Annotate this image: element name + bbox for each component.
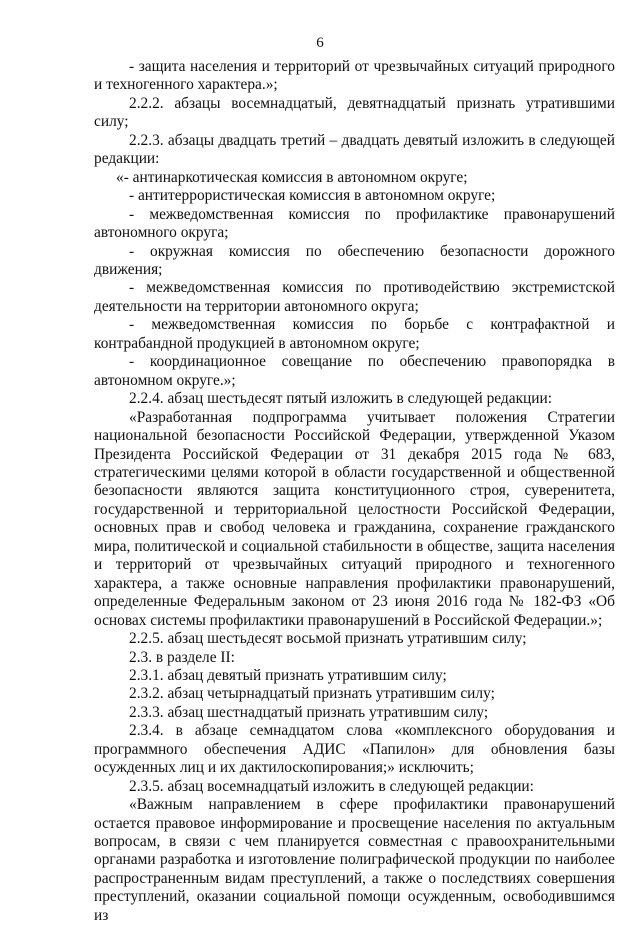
list-item-counterfeit: - межведомственная комиссия по борьбе с контрафактной и контрабандной продукцией в автономном округе; — [94, 316, 615, 352]
paragraph-2-3-4: 2.3.4. в абзаце семнадцатом слова «комплексного оборудования и программного обеспечения АДИС «Папилон» для обновления базы осужденных лиц и их дактилоскопирования;» исключить; — [94, 722, 615, 777]
paragraph-2-2-2: 2.2.2. абзацы восемнадцатый, девятнадцатый признать утратившими силу; — [94, 94, 615, 131]
list-item-offense-prevention: - межведомственная комиссия по профилактике правонарушений автономного округа; — [94, 205, 615, 242]
paragraph-2-2-5: 2.2.5. абзац шестьдесят восьмой признать утратившим силу; — [129, 630, 527, 648]
list-item-anti-extremism: - межведомственная комиссия по противодействию экстремистской деятельности на территории автономного округа; — [94, 279, 615, 315]
list-item-coordination-meeting: - координационное совещание по обеспечению правопорядка в автономном округе.»; — [94, 353, 615, 389]
paragraph-legal-information-quote: «Важным направлением в сфере профилактики правонарушений остается правовое информирование и просвещение населения по актуальным вопросам, в связи с чем планируется совместная с правоохранительными органами разработка и изготовление полиграфической продукции по наиболее распространенным видам преступлений, а также о последствиях совершения преступлений, оказании социальной помощи осужденным, освободившимся из — [94, 796, 615, 924]
paragraph-protection-tail: - защита населения и территорий от чрезвычайных ситуаций природного и техногенного характера.»; — [94, 58, 615, 94]
paragraph-2-3-3: 2.3.3. абзац шестнадцатый признать утратившим силу; — [129, 703, 489, 721]
document-body — [94, 58, 615, 925]
paragraph-strategy-quote: «Разработанная подпрограмма учитывает положения Стратегии национальной безопасности Российской Федерации, утвержденной Указом Президента Российской Федерации от 31 декабря 2015 года № 683, стратегическими целями которой в области государственной и общественной безопасности являются защита конституционного строя, суверенитета, государственной и территориальной целостности Российской Федерации, основных прав и свобод человека и гражданина, сохранение гражданского мира, политической и социальной стабильности в обществе, защита населения и территорий от чрезвычайных ситуаций природного и техногенного характера, а также основные направления профилактики правонарушений, определенные Федеральным законом от 23 июня 2016 года № 182-ФЗ «Об основах системы профилактики правонарушений в Российской Федерации.»; — [94, 408, 615, 629]
page-number: 6 — [316, 35, 324, 51]
paragraph-2-3-5: 2.3.5. абзац восемнадцатый изложить в следующей редакции: — [129, 777, 534, 795]
paragraph-2-2-3: 2.2.3. абзацы двадцать третий – двадцать девятый изложить в следующей редакции: — [94, 131, 615, 168]
paragraph-2-3: 2.3. в разделе II: — [129, 648, 235, 666]
list-item-antiterrorist: - антитеррористическая комиссия в автономном округе; — [129, 187, 496, 205]
paragraph-2-3-2: 2.3.2. абзац четырнадцатый признать утратившим силу; — [129, 685, 495, 703]
paragraph-2-3-1: 2.3.1. абзац девятый признать утратившим силу; — [129, 666, 447, 684]
paragraph-2-2-4: 2.2.4. абзац шестьдесят пятый изложить в следующей редакции: — [129, 390, 553, 408]
list-item-road-safety: - окружная комиссия по обеспечению безопасности дорожного движения; — [94, 242, 615, 278]
list-item-antinarcotic: «- антинаркотическая комиссия в автономном округе; — [116, 168, 468, 186]
